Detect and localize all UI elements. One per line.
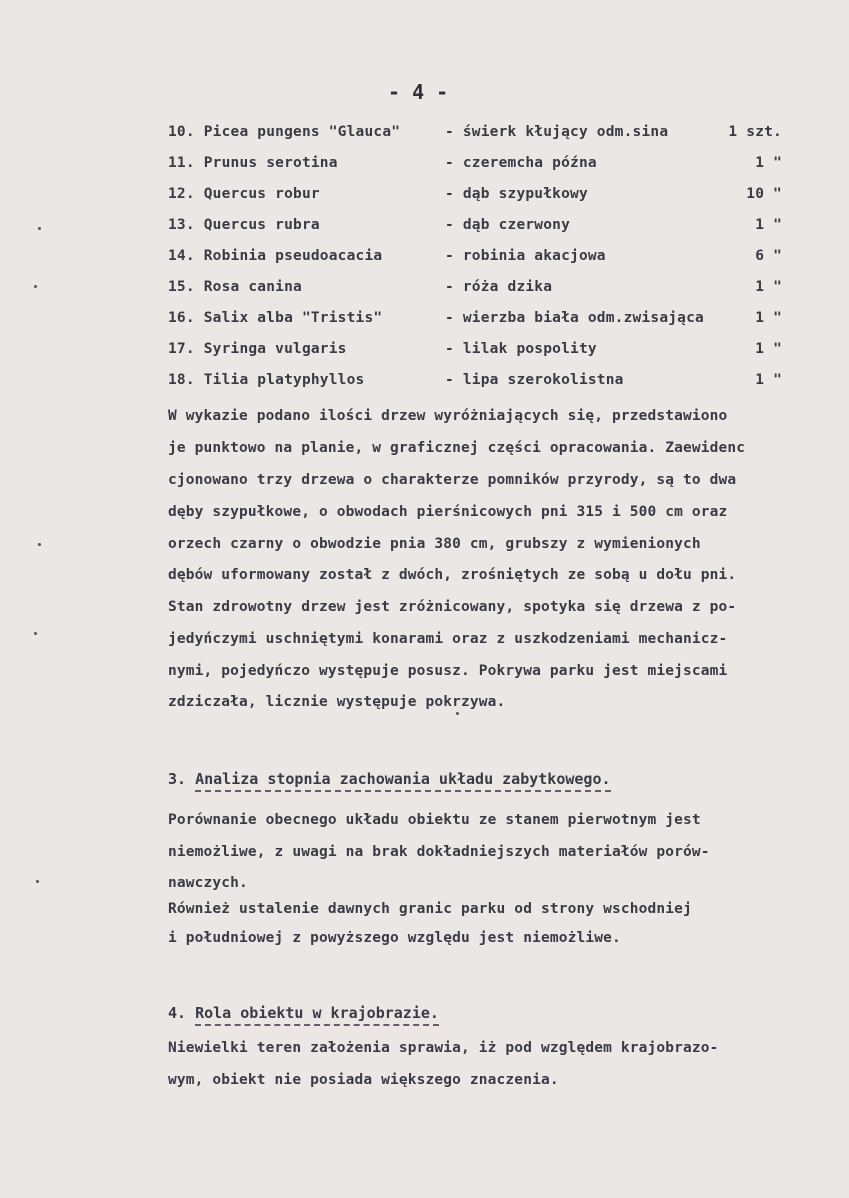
paragraph-line: nymi, pojedyńczo występuje posusz. Pokrywa parku jest miejscami xyxy=(168,663,728,679)
section-title: Rola obiektu w krajobrazie. xyxy=(195,1004,439,1026)
species-quantity: 6 " xyxy=(755,248,782,264)
section-title: Analiza stopnia zachowania układu zabytkowego. xyxy=(195,770,610,792)
species-polish-name: - lilak pospolity xyxy=(445,341,597,357)
paragraph-line: Również ustalenie dawnych granic parku od strony wschodniej xyxy=(168,901,692,917)
species-polish-name: - róża dzika xyxy=(445,279,553,295)
section-4-heading xyxy=(168,1004,439,1022)
paragraph-line: i południowej z powyższego względu jest niemożliwe. xyxy=(168,930,621,946)
species-quantity: 1 " xyxy=(755,155,782,171)
paragraph-line: wym, obiekt nie posiada większego znaczenia. xyxy=(168,1072,559,1088)
species-quantity: 1 szt. xyxy=(728,124,782,140)
species-latin-name: 14. Robinia pseudoacacia xyxy=(168,248,383,264)
species-latin-name: 16. Salix alba "Tristis" xyxy=(168,310,383,326)
list-item xyxy=(0,310,849,340)
paper-speck xyxy=(36,880,39,883)
section-3-heading xyxy=(168,770,611,788)
paper-speck xyxy=(38,227,41,230)
section-number: 3. xyxy=(168,770,187,788)
list-item xyxy=(0,248,849,278)
list-item xyxy=(0,372,849,402)
paragraph-line: Stan zdrowotny drzew jest zróżnicowany, spotyka się drzewa z po- xyxy=(168,599,737,615)
paragraph-line: dębów uformowany został z dwóch, zrośniętych ze sobą u dołu pni. xyxy=(168,567,737,583)
species-latin-name: 15. Rosa canina xyxy=(168,279,302,295)
species-latin-name: 10. Picea pungens "Glauca" xyxy=(168,124,401,140)
paper-speck xyxy=(38,543,41,546)
species-quantity: 1 " xyxy=(755,279,782,295)
list-item xyxy=(0,186,849,216)
species-polish-name: - robinia akacjowa xyxy=(445,248,606,264)
paragraph-line: niemożliwe, z uwagi na brak dokładniejszych materiałów porów- xyxy=(168,844,710,860)
species-quantity: 1 " xyxy=(755,310,782,326)
list-item xyxy=(0,217,849,247)
paragraph-line: orzech czarny o obwodzie pnia 380 cm, grubszy z wymienionych xyxy=(168,536,701,552)
species-quantity: 10 " xyxy=(746,186,782,202)
paragraph-line: dęby szypułkowe, o obwodach pierśnicowych pni 315 i 500 cm oraz xyxy=(168,504,728,520)
species-latin-name: 13. Quercus rubra xyxy=(168,217,320,233)
section-number: 4. xyxy=(168,1004,187,1022)
species-polish-name: - świerk kłujący odm.sina xyxy=(445,124,669,140)
species-polish-name: - dąb czerwony xyxy=(445,217,571,233)
paragraph-line: jedyńczymi uschniętymi konarami oraz z uszkodzeniami mechanicz- xyxy=(168,631,728,647)
paragraph-line: nawczych. xyxy=(168,875,248,891)
species-latin-name: 17. Syringa vulgaris xyxy=(168,341,347,357)
list-item xyxy=(0,124,849,154)
page-number: - 4 - xyxy=(388,80,449,104)
paragraph-line: zdziczała, licznie występuje pokrzywa. xyxy=(168,694,506,710)
species-polish-name: - wierzba biała odm.zwisająca xyxy=(445,310,704,326)
list-item xyxy=(0,155,849,185)
paragraph-line: W wykazie podano ilości drzew wyróżniających się, przedstawiono xyxy=(168,408,728,424)
paragraph-line: cjonowano trzy drzewa o charakterze pomników przyrody, są to dwa xyxy=(168,472,737,488)
species-latin-name: 18. Tilia platyphyllos xyxy=(168,372,365,388)
paragraph-line: je punktowo na planie, w graficznej części opracowania. Zaewidenc xyxy=(168,440,746,456)
list-item xyxy=(0,279,849,309)
paper-speck xyxy=(34,632,37,635)
paragraph-line: Porównanie obecnego układu obiektu ze stanem pierwotnym jest xyxy=(168,812,701,828)
paper-speck xyxy=(34,285,37,288)
species-latin-name: 12. Quercus robur xyxy=(168,186,320,202)
species-quantity: 1 " xyxy=(755,372,782,388)
species-polish-name: - dąb szypułkowy xyxy=(445,186,588,202)
paragraph-line: Niewielki teren założenia sprawia, iż pod względem krajobrazo- xyxy=(168,1040,719,1056)
species-polish-name: - czeremcha późna xyxy=(445,155,597,171)
list-item xyxy=(0,341,849,371)
species-latin-name: 11. Prunus serotina xyxy=(168,155,338,171)
species-quantity: 1 " xyxy=(755,341,782,357)
species-polish-name: - lipa szerokolistna xyxy=(445,372,624,388)
paper-speck xyxy=(456,712,459,715)
species-quantity: 1 " xyxy=(755,217,782,233)
